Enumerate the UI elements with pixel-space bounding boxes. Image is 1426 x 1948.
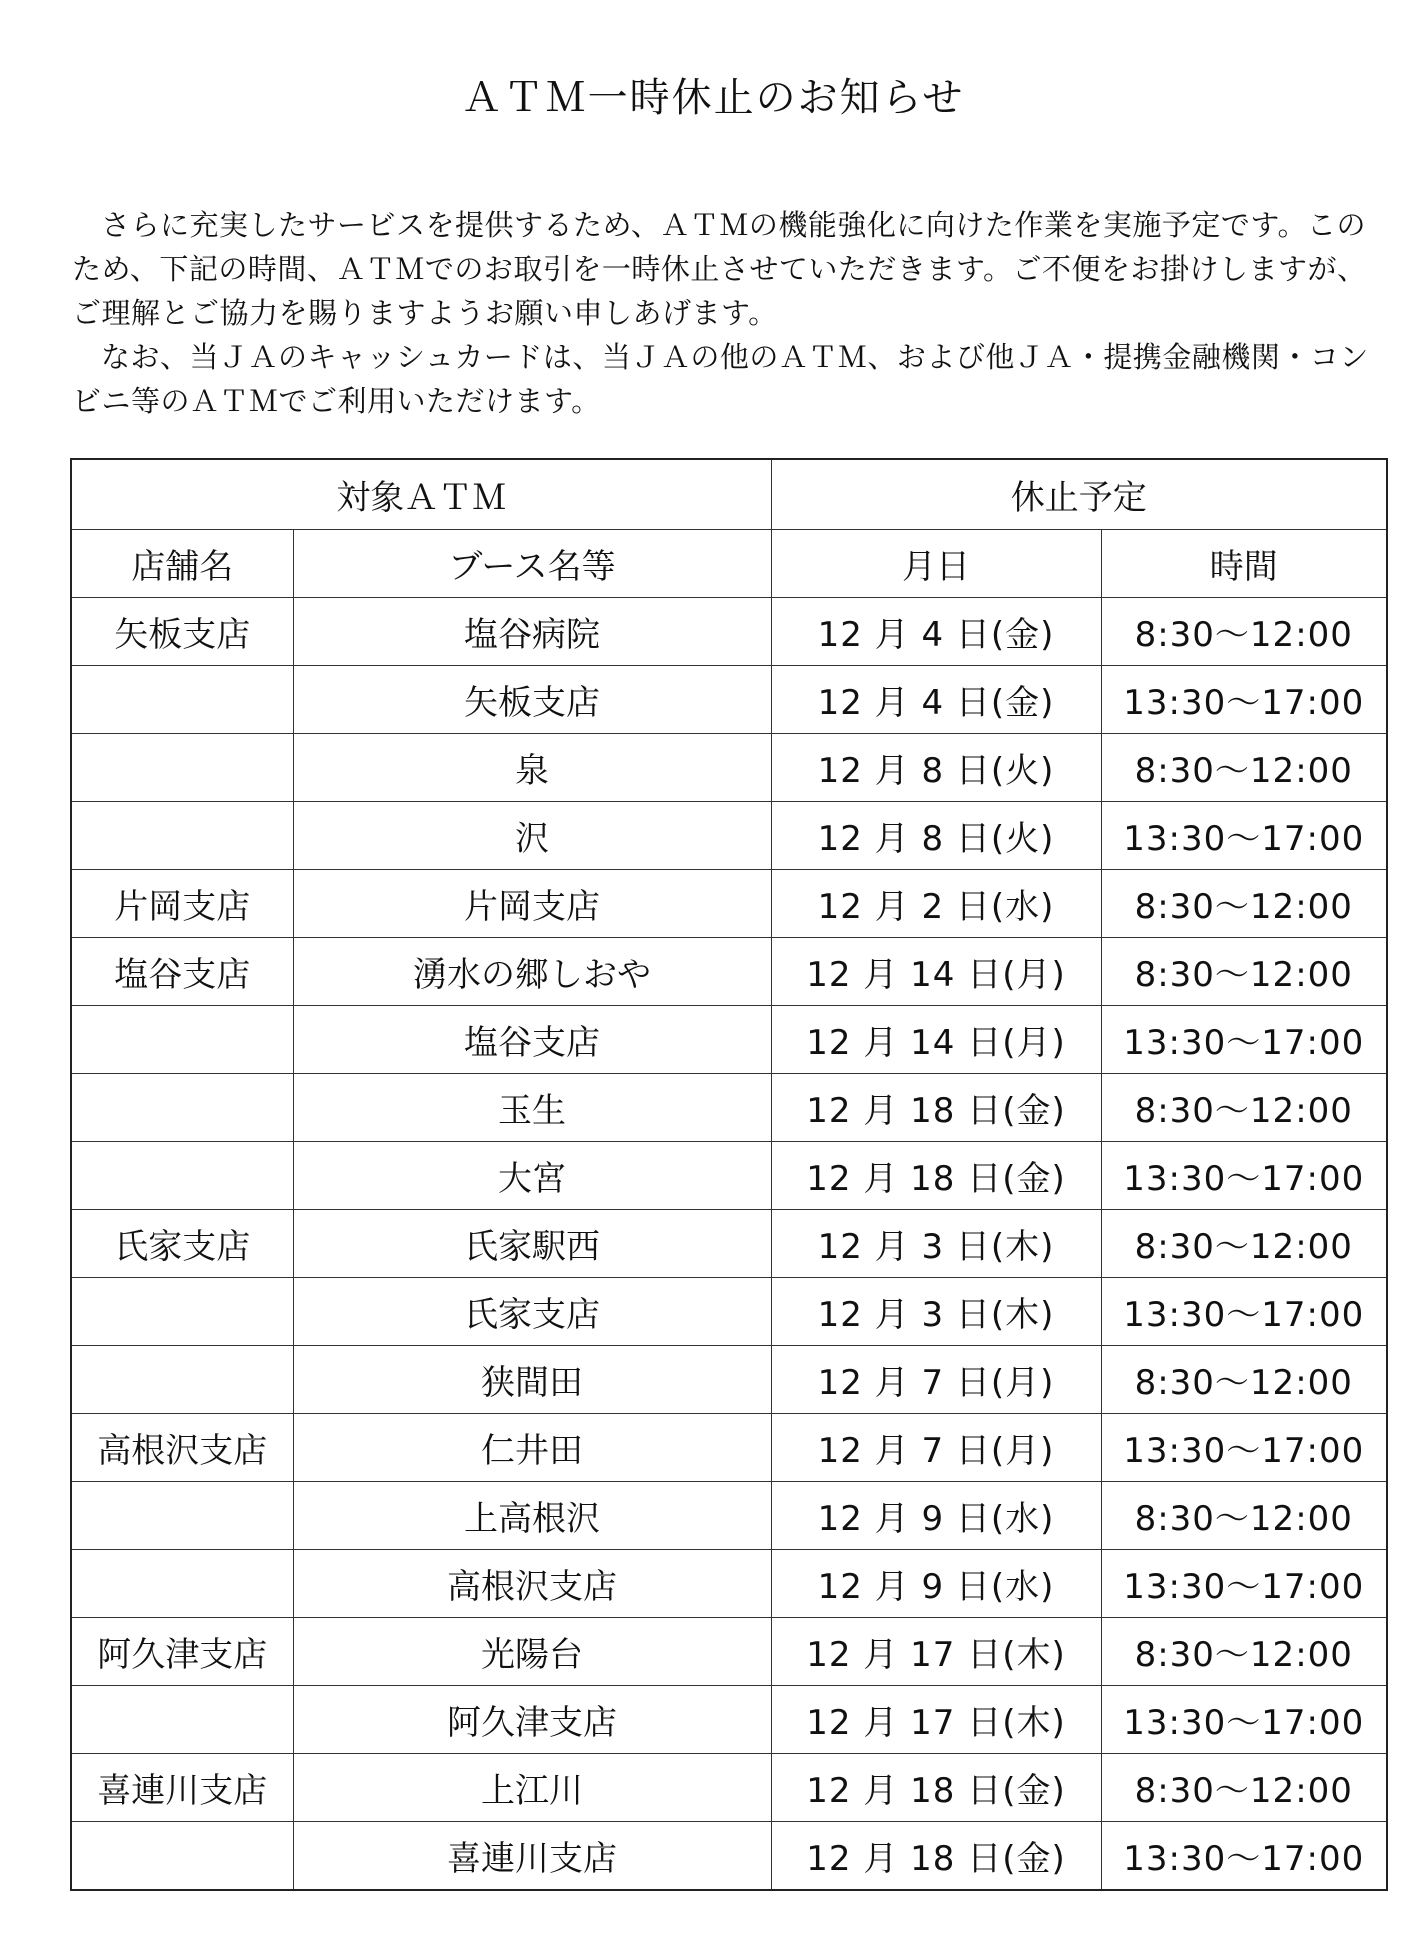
table-row (71, 1142, 1387, 1210)
table-row (71, 1754, 1387, 1822)
table-row (71, 666, 1387, 734)
time-cell: 8:30～12:00 (1101, 1074, 1387, 1142)
branch-cell (71, 1142, 293, 1210)
branch-cell: 片岡支店 (71, 870, 293, 938)
booth-cell: 仁井田 (293, 1414, 771, 1482)
date-cell: 12 月 18 日(金) (771, 1074, 1101, 1142)
page-title: ＡＴＭ一時休止のお知らせ (461, 75, 965, 121)
table-header-row (71, 530, 1387, 598)
booth-cell: 氏家支店 (293, 1278, 771, 1346)
table-row (71, 1006, 1387, 1074)
table-row (71, 1618, 1387, 1686)
table-row (71, 1550, 1387, 1618)
target-atm-header: 対象ＡＴＭ (71, 459, 771, 530)
date-cell: 12 月 8 日(火) (771, 802, 1101, 870)
time-cell: 8:30～12:00 (1101, 1482, 1387, 1550)
branch-cell: 喜連川支店 (71, 1754, 293, 1822)
intro-text (72, 203, 1382, 423)
booth-cell: 上江川 (293, 1754, 771, 1822)
table-row (71, 1074, 1387, 1142)
date-cell: 12 月 14 日(月) (771, 1006, 1101, 1074)
booth-cell: 沢 (293, 802, 771, 870)
time-cell: 13:30～17:00 (1101, 1006, 1387, 1074)
branch-cell (71, 1346, 293, 1414)
branch-column-header: 店舗名 (71, 530, 293, 598)
branch-cell (71, 1686, 293, 1754)
time-cell: 13:30～17:00 (1101, 802, 1387, 870)
time-cell: 8:30～12:00 (1101, 598, 1387, 666)
booth-cell: 狭間田 (293, 1346, 771, 1414)
booth-cell: 氏家駅西 (293, 1210, 771, 1278)
table-row (71, 734, 1387, 802)
branch-cell (71, 1006, 293, 1074)
branch-cell (71, 802, 293, 870)
table-row (71, 1210, 1387, 1278)
booth-cell: 塩谷支店 (293, 1006, 771, 1074)
date-cell: 12 月 14 日(月) (771, 938, 1101, 1006)
intro-paragraph: なお、当ＪＡのキャッシュカードは、当ＪＡの他のＡＴＭ、および他ＪＡ・提携金融機関・コンビニ等のＡＴＭでご利用いただけます。 (72, 340, 1369, 418)
date-cell: 12 月 18 日(金) (771, 1142, 1101, 1210)
schedule-header: 休止予定 (771, 459, 1387, 530)
branch-cell (71, 666, 293, 734)
table-row (71, 1686, 1387, 1754)
date-cell: 12 月 2 日(水) (771, 870, 1101, 938)
date-cell: 12 月 7 日(月) (771, 1414, 1101, 1482)
booth-cell: 塩谷病院 (293, 598, 771, 666)
booth-cell: 高根沢支店 (293, 1550, 771, 1618)
branch-cell (71, 1550, 293, 1618)
branch-cell: 阿久津支店 (71, 1618, 293, 1686)
table-row (71, 938, 1387, 1006)
date-cell: 12 月 4 日(金) (771, 598, 1101, 666)
date-cell: 12 月 17 日(木) (771, 1686, 1101, 1754)
time-cell: 8:30～12:00 (1101, 1346, 1387, 1414)
time-cell: 13:30～17:00 (1101, 1686, 1387, 1754)
table-row (71, 870, 1387, 938)
branch-cell (71, 1482, 293, 1550)
booth-cell: 片岡支店 (293, 870, 771, 938)
table-row (71, 1822, 1387, 1891)
branch-cell: 矢板支店 (71, 598, 293, 666)
booth-cell: 泉 (293, 734, 771, 802)
booth-cell: 湧水の郷しおや (293, 938, 771, 1006)
date-cell: 12 月 18 日(金) (771, 1822, 1101, 1891)
time-column-header: 時間 (1101, 530, 1387, 598)
time-cell: 8:30～12:00 (1101, 1618, 1387, 1686)
time-cell: 8:30～12:00 (1101, 870, 1387, 938)
intro-paragraph: さらに充実したサービスを提供するため、ＡＴＭの機能強化に向けた作業を実施予定です。このため、下記の時間、ＡＴＭでのお取引を一時休止させていただきます。ご不便をお掛けしますが、ご理解とご協力を賜りますようお願い申しあげます。 (72, 208, 1367, 330)
booth-cell: 大宮 (293, 1142, 771, 1210)
table-row (71, 802, 1387, 870)
date-cell: 12 月 8 日(火) (771, 734, 1101, 802)
time-cell: 13:30～17:00 (1101, 666, 1387, 734)
booth-cell: 矢板支店 (293, 666, 771, 734)
booth-cell: 喜連川支店 (293, 1822, 771, 1891)
table-body (71, 598, 1387, 1891)
time-cell: 8:30～12:00 (1101, 734, 1387, 802)
table-row (71, 1278, 1387, 1346)
time-cell: 13:30～17:00 (1101, 1550, 1387, 1618)
time-cell: 13:30～17:00 (1101, 1278, 1387, 1346)
booth-cell: 玉生 (293, 1074, 771, 1142)
time-cell: 8:30～12:00 (1101, 1754, 1387, 1822)
time-cell: 8:30～12:00 (1101, 938, 1387, 1006)
branch-cell (71, 1074, 293, 1142)
table-group-header-row (71, 459, 1387, 530)
date-column-header: 月日 (771, 530, 1101, 598)
table-row (71, 1414, 1387, 1482)
booth-cell: 光陽台 (293, 1618, 771, 1686)
time-cell: 8:30～12:00 (1101, 1210, 1387, 1278)
time-cell: 13:30～17:00 (1101, 1142, 1387, 1210)
branch-cell (71, 734, 293, 802)
atm-schedule-table (70, 458, 1388, 1891)
date-cell: 12 月 18 日(金) (771, 1754, 1101, 1822)
table-row (71, 1346, 1387, 1414)
time-cell: 13:30～17:00 (1101, 1822, 1387, 1891)
branch-cell: 高根沢支店 (71, 1414, 293, 1482)
booth-column-header: ブース名等 (293, 530, 771, 598)
branch-cell: 塩谷支店 (71, 938, 293, 1006)
date-cell: 12 月 7 日(月) (771, 1346, 1101, 1414)
booth-cell: 阿久津支店 (293, 1686, 771, 1754)
time-cell: 13:30～17:00 (1101, 1414, 1387, 1482)
date-cell: 12 月 3 日(木) (771, 1278, 1101, 1346)
date-cell: 12 月 9 日(水) (771, 1550, 1101, 1618)
branch-cell (71, 1278, 293, 1346)
branch-cell: 氏家支店 (71, 1210, 293, 1278)
date-cell: 12 月 4 日(金) (771, 666, 1101, 734)
date-cell: 12 月 9 日(水) (771, 1482, 1101, 1550)
branch-cell (71, 1822, 293, 1891)
date-cell: 12 月 3 日(木) (771, 1210, 1101, 1278)
table-row (71, 1482, 1387, 1550)
table-row (71, 598, 1387, 666)
booth-cell: 上高根沢 (293, 1482, 771, 1550)
date-cell: 12 月 17 日(木) (771, 1618, 1101, 1686)
